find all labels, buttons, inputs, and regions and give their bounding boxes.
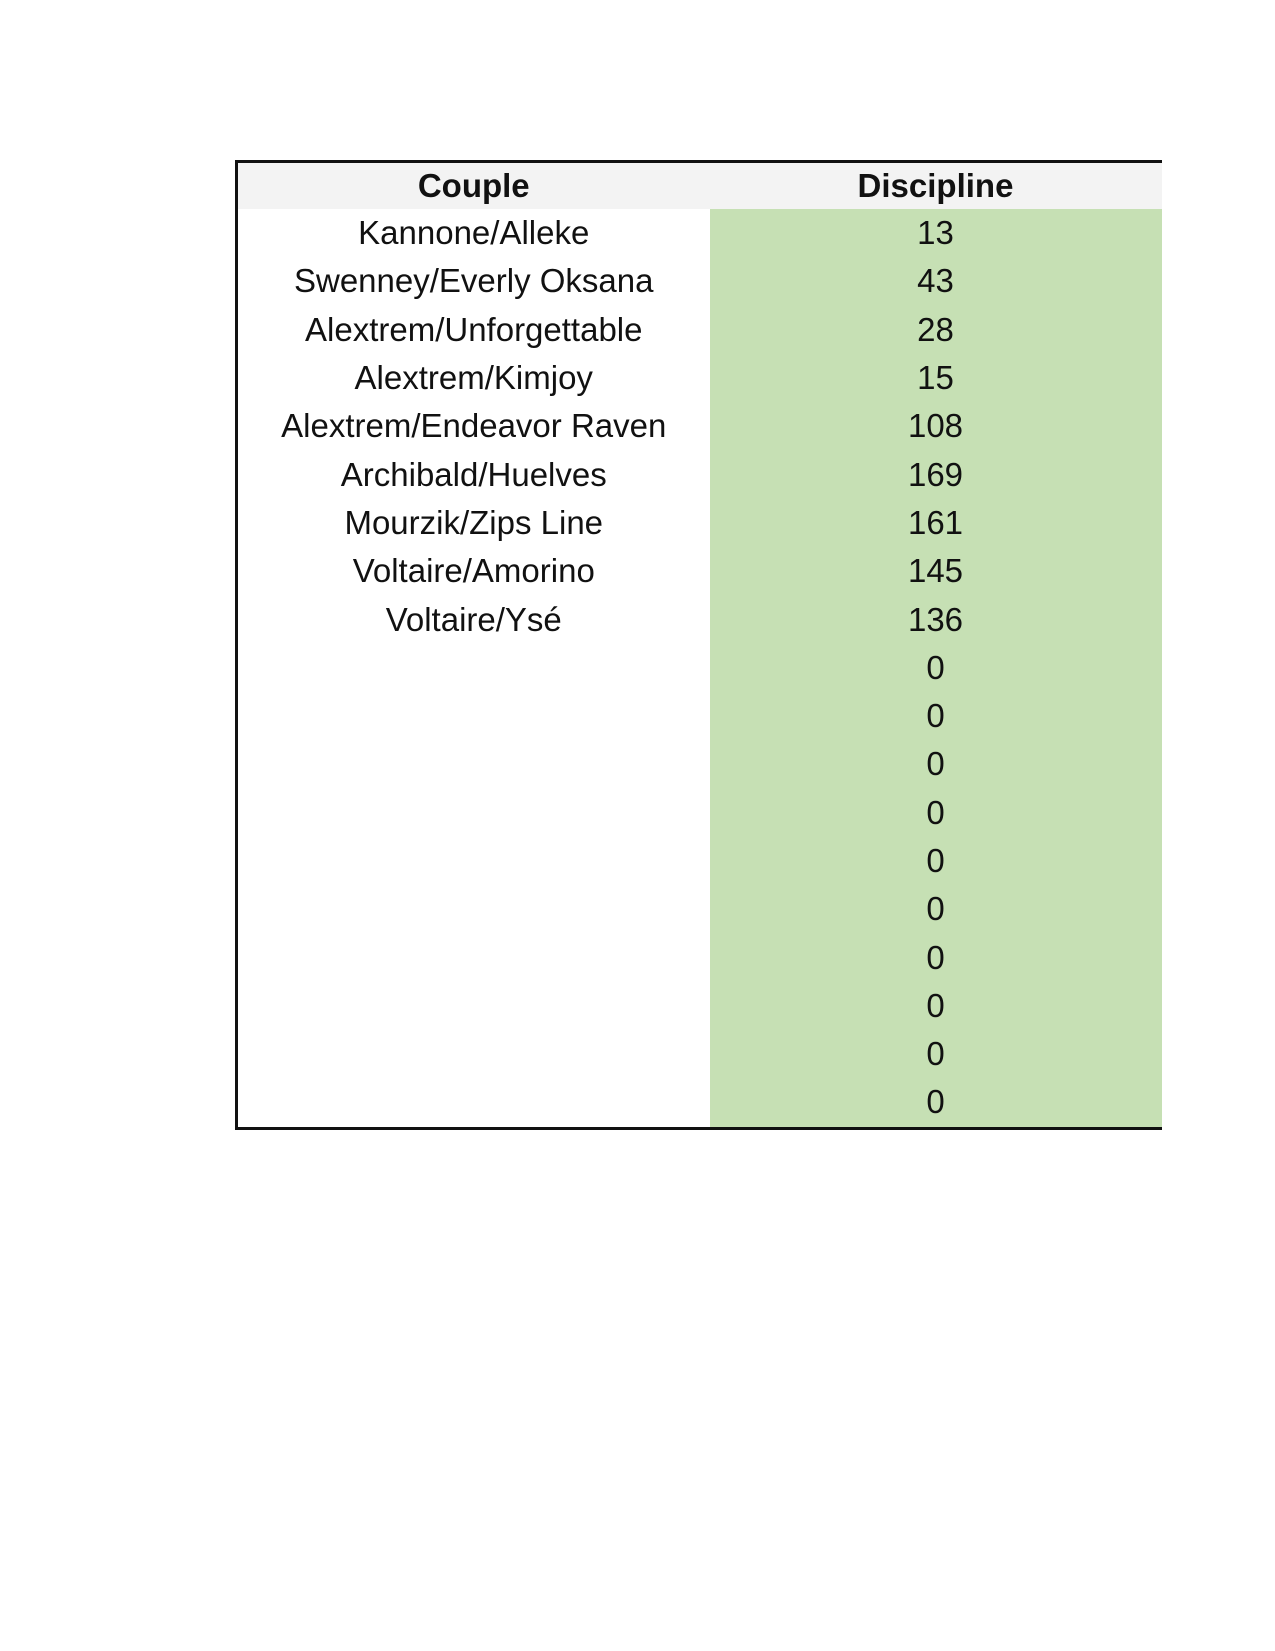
table-row xyxy=(237,547,1162,595)
table-row xyxy=(237,982,1162,1030)
discipline-cell: 15 xyxy=(710,354,1162,402)
discipline-cell: 0 xyxy=(710,982,1162,1030)
table-body xyxy=(237,209,1162,1128)
table-row xyxy=(237,402,1162,450)
discipline-cell: 0 xyxy=(710,1078,1162,1128)
couple-cell xyxy=(237,933,710,981)
couple-cell xyxy=(237,1078,710,1128)
table-row xyxy=(237,209,1162,257)
discipline-cell: 169 xyxy=(710,450,1162,498)
table-header xyxy=(237,162,1162,210)
discipline-cell: 0 xyxy=(710,644,1162,692)
discipline-cell: 0 xyxy=(710,885,1162,933)
table-row xyxy=(237,1078,1162,1128)
data-table xyxy=(235,160,1162,1130)
discipline-cell: 43 xyxy=(710,257,1162,305)
table-row xyxy=(237,595,1162,643)
table-row xyxy=(237,933,1162,981)
discipline-cell: 161 xyxy=(710,499,1162,547)
discipline-cell: 0 xyxy=(710,933,1162,981)
couple-cell xyxy=(237,789,710,837)
couple-cell: Archibald/Huelves xyxy=(340,455,607,493)
couple-cell: Voltaire/Amorino xyxy=(352,552,595,590)
table-row xyxy=(237,837,1162,885)
couple-cell xyxy=(237,982,710,1030)
table-row xyxy=(237,450,1162,498)
table-row xyxy=(237,789,1162,837)
couple-cell xyxy=(237,740,710,788)
discipline-cell: 0 xyxy=(710,740,1162,788)
table-row xyxy=(237,644,1162,692)
couple-cell: Voltaire/Ysé xyxy=(385,600,562,638)
couple-cell xyxy=(237,837,710,885)
discipline-cell: 0 xyxy=(710,1030,1162,1078)
couple-cell xyxy=(237,692,710,740)
couple-cell: Alextrem/Unforgettable xyxy=(305,310,643,348)
couple-cell: Alextrem/Kimjoy xyxy=(354,359,593,397)
discipline-cell: 108 xyxy=(710,402,1162,450)
table-row xyxy=(237,740,1162,788)
table-row xyxy=(237,257,1162,305)
table-row xyxy=(237,306,1162,354)
column-header-couple: Couple xyxy=(237,162,710,210)
couple-cell: Kannone/Alleke xyxy=(358,214,590,252)
table-row xyxy=(237,499,1162,547)
table-row xyxy=(237,1030,1162,1078)
couple-cell: Alextrem/Endeavor Raven xyxy=(281,407,667,445)
couple-cell: Mourzik/Zips Line xyxy=(344,503,604,541)
discipline-cell: 145 xyxy=(710,547,1162,595)
discipline-cell: 0 xyxy=(710,692,1162,740)
discipline-cell: 28 xyxy=(710,306,1162,354)
column-header-discipline: Discipline xyxy=(710,162,1162,210)
table-row xyxy=(237,885,1162,933)
discipline-cell: 136 xyxy=(710,595,1162,643)
table-row xyxy=(237,692,1162,740)
discipline-cell: 0 xyxy=(710,837,1162,885)
couple-cell: Swenney/Everly Oksana xyxy=(293,262,654,300)
discipline-cell: 0 xyxy=(710,789,1162,837)
header-row xyxy=(237,162,1162,210)
couple-cell xyxy=(237,644,710,692)
couple-cell xyxy=(237,885,710,933)
couple-cell xyxy=(237,1030,710,1078)
table-row xyxy=(237,354,1162,402)
discipline-cell: 13 xyxy=(710,209,1162,257)
